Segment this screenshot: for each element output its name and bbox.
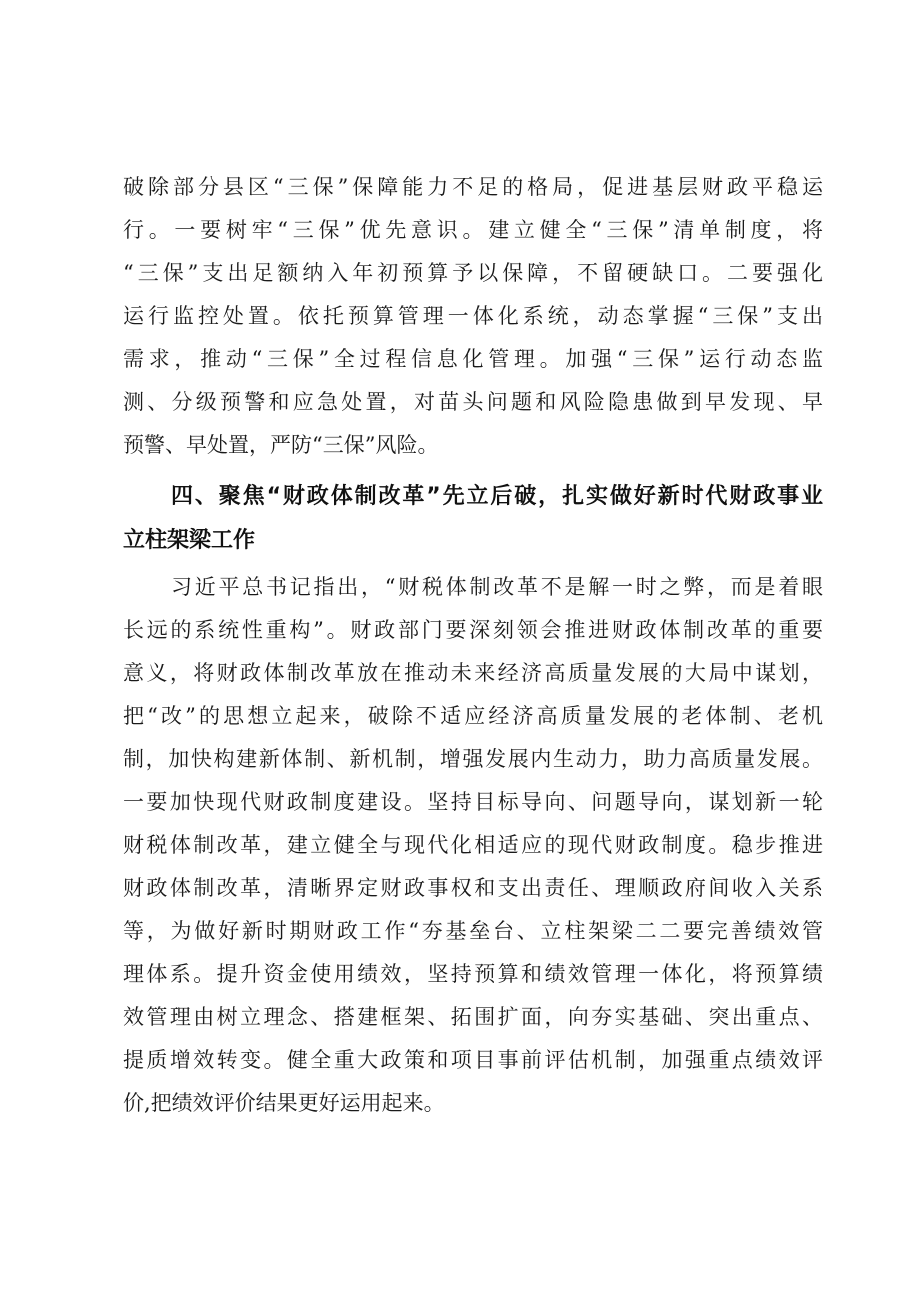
paragraph-line: 行。一要树牢“三保”优先意识。建立健全“三保”清单制度，将 <box>123 218 823 242</box>
paragraph-line: 财政体制改革，清晰界定财政事权和支出责任、理顺政府间收入关系 <box>123 876 823 900</box>
paragraph-line: 把“改”的思想立起来，破除不适应经济高质量发展的老体制、老机 <box>123 704 823 728</box>
paragraph-line: 长远的系统性重构”。财政部门要深刻领会推进财政体制改革的重要 <box>123 618 823 642</box>
paragraph-line: 财税体制改革，建立健全与现代化相适应的现代财政制度。稳步推进 <box>123 833 823 857</box>
paragraph-line: 测、分级预警和应急处置，对苗头问题和风险隐患做到早发现、早 <box>123 390 823 414</box>
paragraph-line: 破除部分县区“三保”保障能力不足的格局，促进基层财政平稳运 <box>123 175 823 199</box>
paragraph-line: 习近平总书记指出，“财税体制改革不是解一时之弊，而是着眼 <box>171 575 823 599</box>
paragraph-line: 意义，将财政体制改革放在推动未来经济高质量发展的大局中谋划， <box>123 661 823 685</box>
paragraph-line: “三保”支出足额纳入年初预算予以保障，不留硬缺口。二要强化 <box>123 261 823 285</box>
paragraph-line: 等，为做好新时期财政工作“夯基垒台、立柱架梁二二要完善绩效管 <box>123 919 823 943</box>
section-heading: 立柱架梁工作 <box>123 528 256 553</box>
paragraph-line: 预警、早处置，严防“三保”风险。 <box>123 433 439 457</box>
section-heading: 四、聚焦“财政体制改革”先立后破，扎实做好新时代财政事业 <box>171 484 823 509</box>
paragraph-line: 制，加快构建新体制、新机制，增强发展内生动力，助力高质量发展。 <box>123 747 823 771</box>
paragraph-line: 效管理由树立理念、搭建框架、拓围扩面，向夯实基础、突出重点、 <box>123 1005 823 1029</box>
paragraph-line: 理体系。提升资金使用绩效，坚持预算和绩效管理一体化，将预算绩 <box>123 962 823 986</box>
paragraph-line: 运行监控处置。依托预算管理一体化系统，动态掌握“三保”支出 <box>123 304 823 328</box>
paragraph-line: 需求，推动“三保”全过程信息化管理。加强“三保”运行动态监 <box>123 347 823 371</box>
paragraph-line: 价,把绩效评价结果更好运用起来。 <box>123 1091 445 1115</box>
paragraph-line: 一要加快现代财政制度建设。坚持目标导向、问题导向，谋划新一轮 <box>123 790 823 814</box>
paragraph-line: 提质增效转变。健全重大政策和项目事前评估机制，加强重点绩效评 <box>123 1048 823 1072</box>
